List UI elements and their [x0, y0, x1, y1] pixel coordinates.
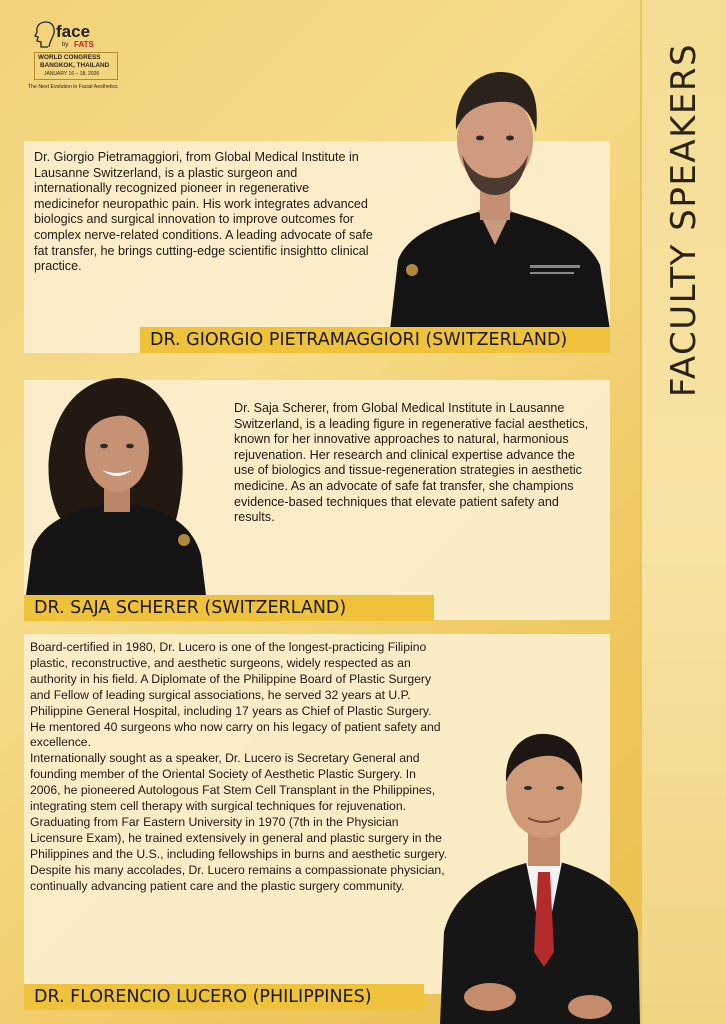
speaker-bio-3-paragraph-3: Graduating from Far Eastern University in 1970 (7th in the Physician Licensure Exam), he trained extensively in general and plastic surgery in the Philippines and the U.S., including fellowships in burns and aesthetic surgery. Despite his many accolades, Dr. Lucero remains a compassionate physician, continually advancing patient care and the plastic surgery community. [30, 814, 448, 893]
speaker-photo-1 [380, 60, 610, 330]
sidebar-divider [640, 0, 642, 1024]
speaker-name-3: DR. FLORENCIO LUCERO (PHILIPPINES) [24, 984, 424, 1010]
speaker-portrait-icon [26, 370, 206, 595]
speaker-bio-3 [30, 640, 448, 895]
logo-by: by [62, 42, 69, 48]
speaker-photo-2 [26, 370, 206, 595]
event-logo [28, 20, 138, 100]
face-profile-icon [32, 20, 58, 50]
logo-brand: face [56, 22, 91, 41]
speaker-portrait-icon [440, 722, 640, 1024]
speaker-bio-3-paragraph-1: Board-certified in 1980, Dr. Lucero is one of the longest-practicing Filipino plastic, reconstructive, and aesthetic surgeons, widely respected as an authority in his field. A Diplomate of the Philippine Board of Plastic Surgery and Fellow of leading surgical associations, he served 32 years at U.P. Philippine General Hospital, including 17 years as Chief of Plastic Surgery. He mentored 40 surgeons who now carry on his legacy of patient safety and excellence. [30, 640, 441, 750]
speaker-name-2: DR. SAJA SCHERER (SWITZERLAND) [24, 595, 434, 621]
speaker-bio-3-paragraph-2: Internationally sought as a speaker, Dr. Lucero is Secretary General and founding member of the Oriental Society of Aesthetic Plastic Surgery. In 2006, he pioneered Autologous Fat Stem Cell Transplant in the Philippines, integrating stem cell therapy with surgical techniques for rejuvenation. [30, 751, 436, 814]
logo-event-line1: WORLD CONGRESS [38, 54, 101, 61]
speaker-bio-1: Dr. Giorgio Pietramaggiori, from Global Medical Institute in Lausanne Switzerland, is a plastic surgeon and internationally recognized pioneer in regenerative medicinefor neuropathic pain. His work integrates advanced biologics and surgical innovation to improve outcomes for complex nerve-related conditions. A leading advocate of safe fat transfer, he brings cutting-edge scientific insightto clinical practice. [34, 150, 373, 274]
logo-tagline: The Next Evolution in Facial Aesthetics [28, 84, 118, 90]
speaker-bio-2: Dr. Saja Scherer, from Global Medical Institute in Lausanne Switzerland, is a leading figure in regenerative facial aesthetics, known for her innovative approaches to natural, harmonious rejuvenation. Her research and clinical expertise advance the use of biologics and tissue-regeneration strategies in aesthetic medicine. As an advocate of safe fat transfer, she champions evidence-based techniques that elevate patient safety and results. [234, 401, 589, 525]
speaker-name-1: DR. GIORGIO PIETRAMAGGIORI (SWITZERLAND) [140, 327, 610, 353]
logo-event-line2: BANGKOK, THAILAND [40, 62, 110, 69]
page-title: FACULTY SPEAKERS [664, 42, 704, 398]
speaker-portrait-icon [380, 60, 610, 330]
speaker-photo-3 [440, 722, 640, 1024]
logo-dates: JANUARY 16 – 18, 2026 [44, 71, 100, 77]
logo-partner: FATS [74, 40, 94, 49]
